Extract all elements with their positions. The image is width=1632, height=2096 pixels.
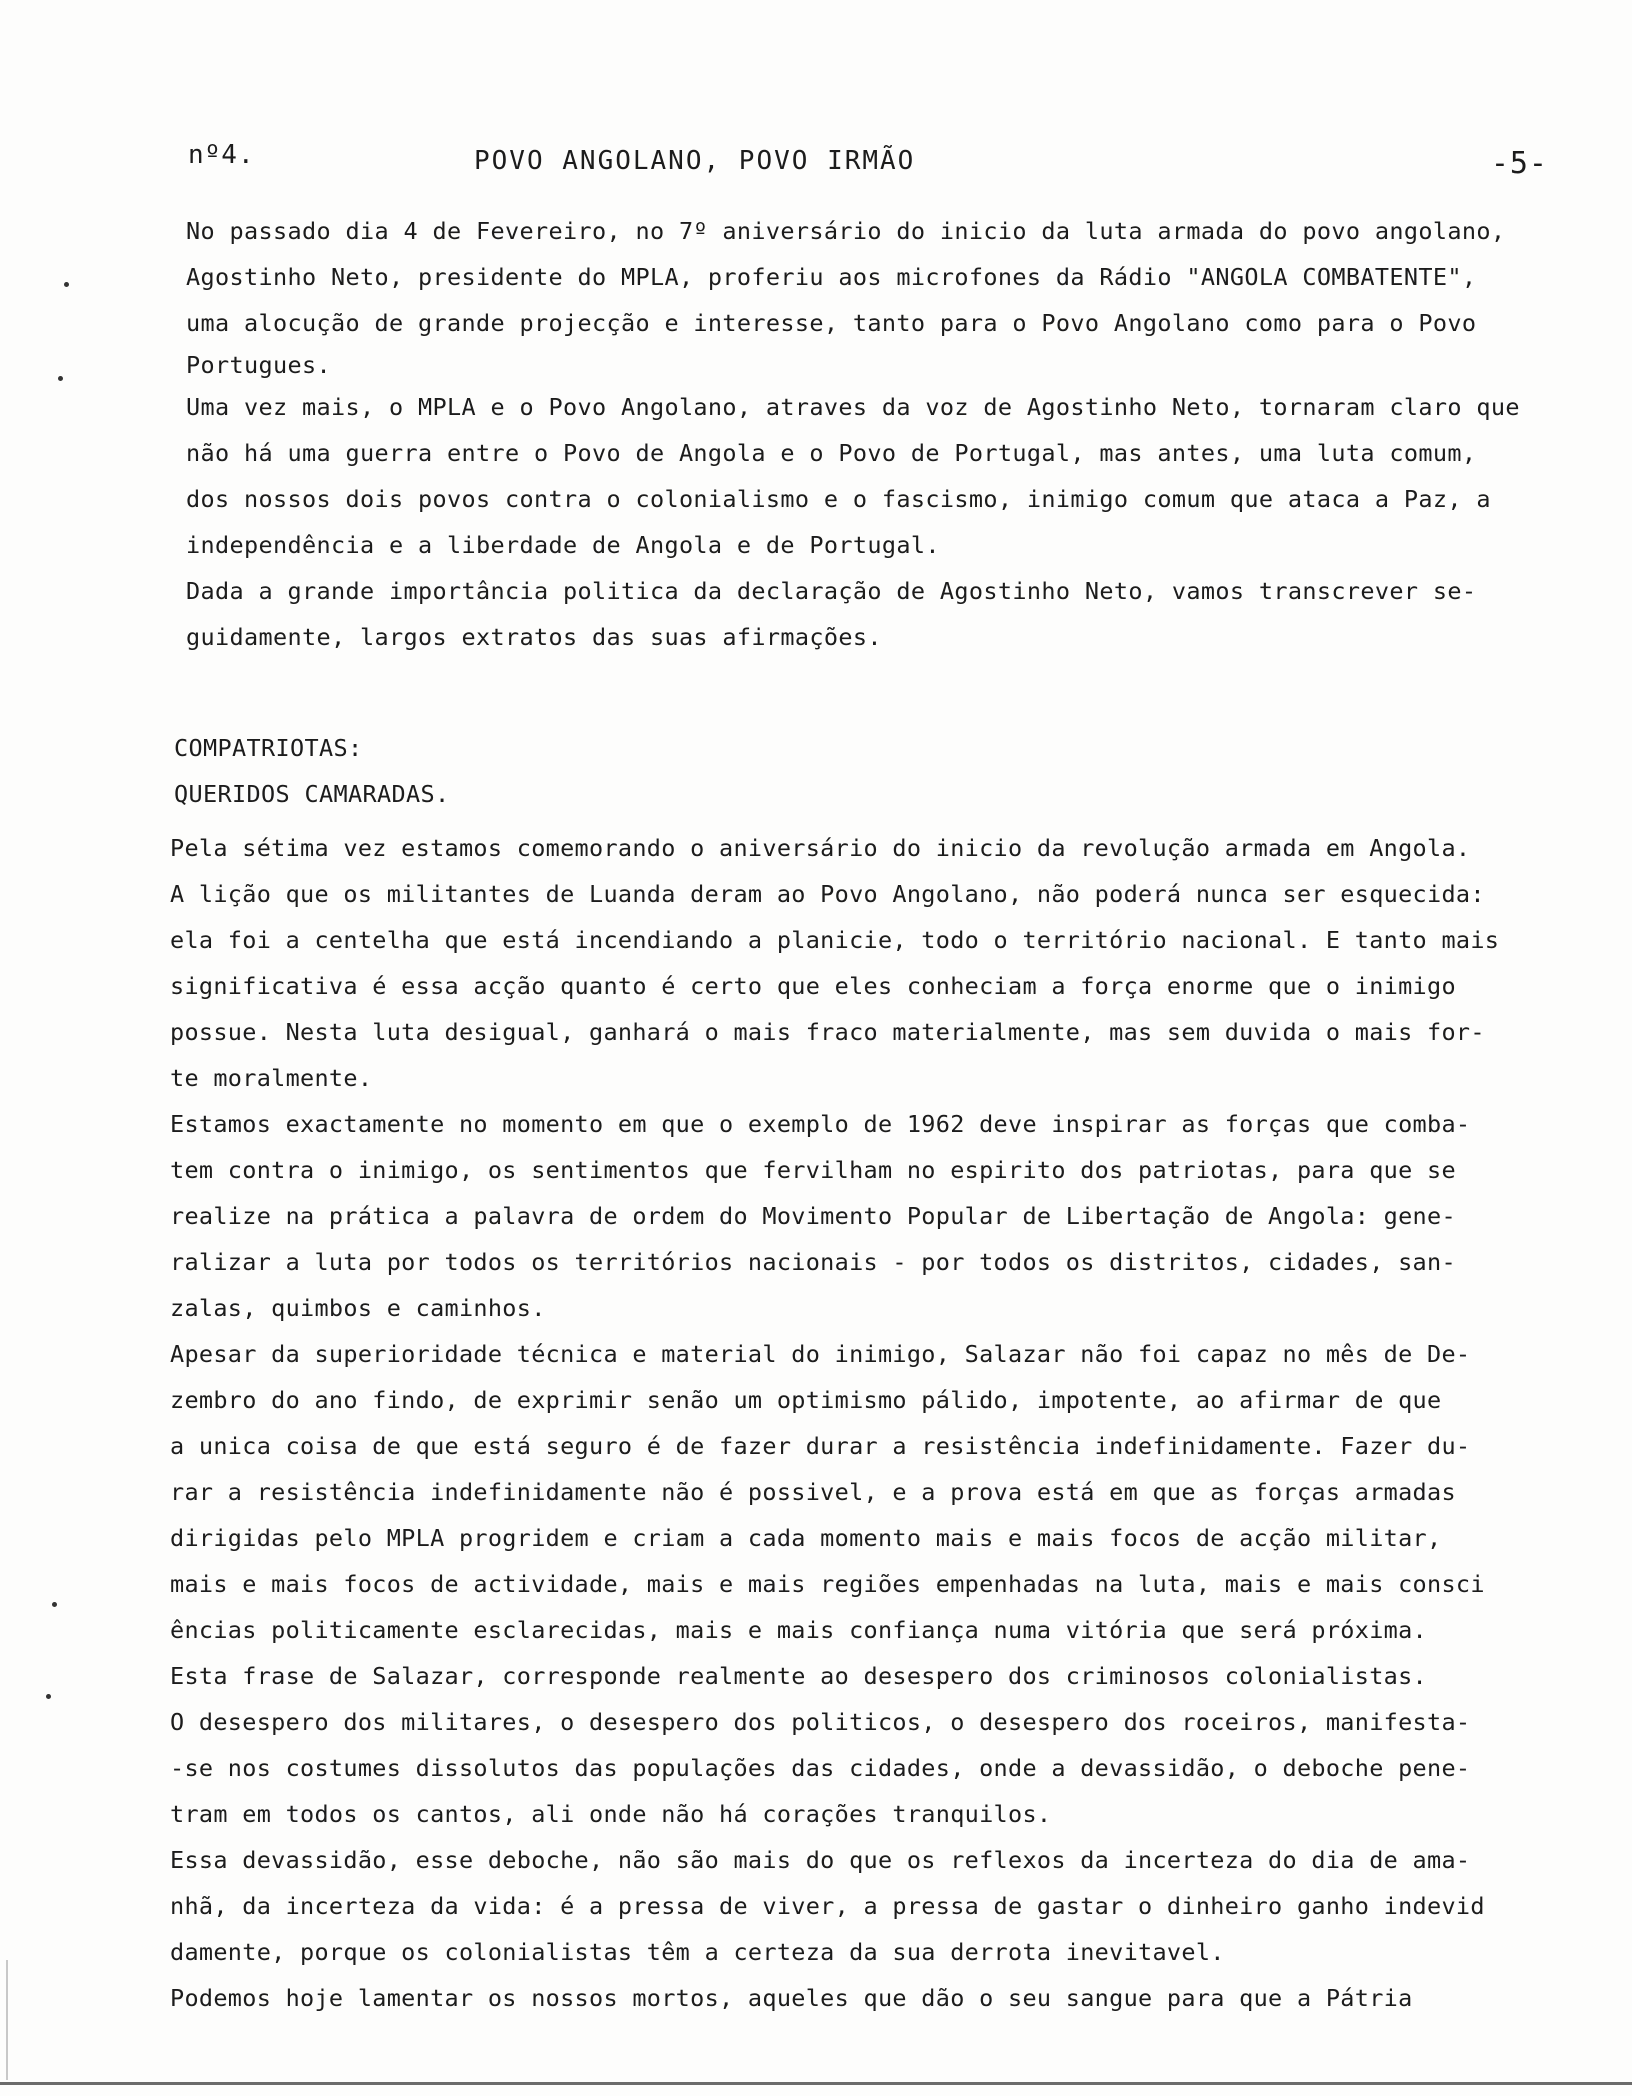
text-line: tram em todos os cantos, ali onde não há corações tranquilos.	[170, 1800, 1052, 1828]
text-line: Uma vez mais, o MPLA e o Povo Angolano, atraves da voz de Agostinho Neto, tornaram claro que	[186, 393, 1520, 421]
text-line: A lição que os militantes de Luanda deram ao Povo Angolano, não poderá nunca ser esquecida:	[170, 880, 1485, 908]
text-line: realize na prática a palavra de ordem do Movimento Popular de Libertação de Angola: gene-	[170, 1202, 1456, 1230]
text-line: zalas, quimbos e caminhos.	[170, 1294, 546, 1322]
scan-speck	[46, 1694, 51, 1699]
text-line: Essa devassidão, esse deboche, não são mais do que os reflexos da incerteza do dia de ama-	[170, 1846, 1471, 1874]
text-line: dos nossos dois povos contra o colonialismo e o fascismo, inimigo comum que ataca a Paz, a	[186, 485, 1491, 513]
text-line: a unica coisa de que está seguro é de fazer durar a resistência indefinidamente. Fazer du-	[170, 1432, 1471, 1460]
text-line: zembro do ano findo, de exprimir senão um optimismo pálido, impotente, ao afirmar de que	[170, 1386, 1442, 1414]
issue-number: nº4.	[188, 140, 255, 170]
text-line: rar a resistência indefinidamente não é possivel, e a prova está em que as forças armadas	[170, 1478, 1456, 1506]
text-line: Podemos hoje lamentar os nossos mortos, aqueles que dão o seu sangue para que a Pátria	[170, 1984, 1413, 2012]
text-line: mais e mais focos de actividade, mais e mais regiões empenhadas na luta, mais e mais consci	[170, 1570, 1485, 1598]
text-line: ralizar a luta por todos os territórios nacionais - por todos os distritos, cidades, san-	[170, 1248, 1456, 1276]
text-line: Pela sétima vez estamos comemorando o aniversário do inicio da revolução armada em Angola.	[170, 834, 1471, 862]
salutation-line: QUERIDOS CAMARADAS.	[174, 780, 450, 808]
text-line: Estamos exactamente no momento em que o exemplo de 1962 deve inspirar as forças que comba-	[170, 1110, 1471, 1138]
text-line: -se nos costumes dissolutos das populações das cidades, onde a devassidão, o deboche pene-	[170, 1754, 1471, 1782]
text-line: damente, porque os colonialistas têm a certeza da sua derrota inevitavel.	[170, 1938, 1225, 1966]
page-number: -5-	[1490, 146, 1548, 181]
text-line: independência e a liberdade de Angola e de Portugal.	[186, 531, 940, 559]
text-line: uma alocução de grande projecção e interesse, tanto para o Povo Angolano como para o Povo	[186, 309, 1477, 337]
text-line: ela foi a centelha que está incendiando a planicie, todo o território nacional. E tanto mais	[170, 926, 1500, 954]
text-line: Agostinho Neto, presidente do MPLA, proferiu aos microfones da Rádio "ANGOLA COMBATENTE",	[186, 263, 1477, 291]
scan-speck	[64, 282, 69, 287]
salutation-line: COMPATRIOTAS:	[174, 734, 363, 762]
text-line: te moralmente.	[170, 1064, 373, 1092]
text-line: ências politicamente esclarecidas, mais e mais confiança numa vitória que será próxima.	[170, 1616, 1427, 1644]
text-line: tem contra o inimigo, os sentimentos que fervilham no espirito dos patriotas, para que se	[170, 1156, 1456, 1184]
salutation	[174, 725, 449, 817]
text-line: nhã, da incerteza da vida: é a pressa de viver, a pressa de gastar o dinheiro ganho indevid	[170, 1892, 1485, 1920]
text-line: Apesar da superioridade técnica e material do inimigo, Salazar não foi capaz no mês de De-	[170, 1340, 1471, 1368]
text-line: Portugues.	[186, 351, 331, 379]
text-line: significativa é essa acção quanto é certo que eles conheciam a força enorme que o inimigo	[170, 972, 1456, 1000]
intro-paragraphs	[186, 208, 1520, 660]
text-line: possue. Nesta luta desigual, ganhará o mais fraco materialmente, mas sem duvida o mais for-	[170, 1018, 1485, 1046]
text-line: O desespero dos militares, o desespero dos politicos, o desespero dos roceiros, manifesta-	[170, 1708, 1471, 1736]
scan-speck	[58, 376, 63, 381]
text-line: Dada a grande importância politica da declaração de Agostinho Neto, vamos transcrever se-	[186, 577, 1477, 605]
text-line: guidamente, largos extratos das suas afirmações.	[186, 623, 882, 651]
page-header	[188, 140, 1548, 184]
text-line: não há uma guerra entre o Povo de Angola e o Povo de Portugal, mas antes, uma luta comum,	[186, 439, 1477, 467]
bottom-rule	[0, 2082, 1632, 2085]
scan-speck	[52, 1602, 57, 1607]
text-line: No passado dia 4 de Fevereiro, no 7º aniversário do inicio da luta armada do povo angolano,	[186, 217, 1506, 245]
page-title: POVO ANGOLANO, POVO IRMÃO	[474, 146, 916, 176]
text-line: Esta frase de Salazar, corresponde realmente ao desespero dos criminosos colonialistas.	[170, 1662, 1427, 1690]
speech-paragraphs	[170, 825, 1499, 2021]
scan-edge	[6, 1960, 8, 2080]
text-line: dirigidas pelo MPLA progridem e criam a cada momento mais e mais focos de acção militar,	[170, 1524, 1442, 1552]
